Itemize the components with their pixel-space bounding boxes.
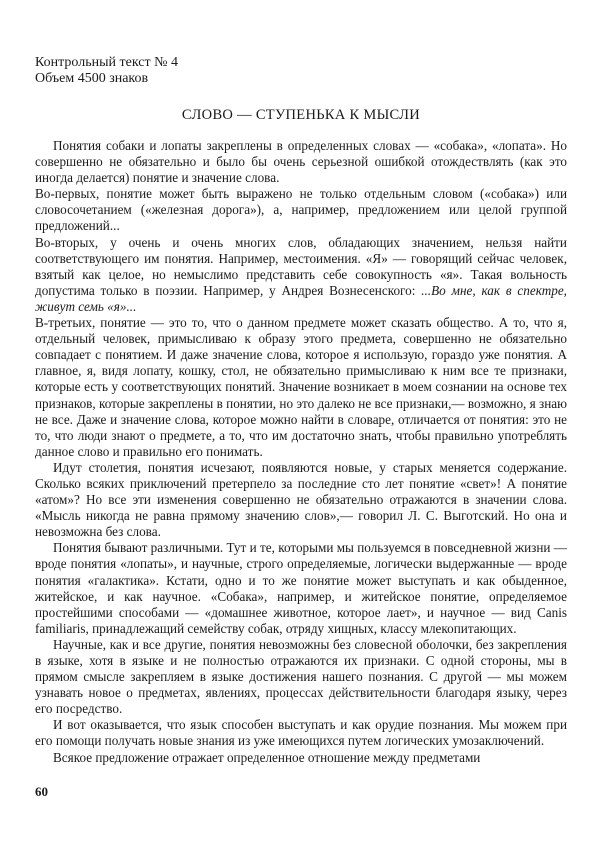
header-block xyxy=(35,55,567,87)
paragraph: Идут столетия, понятия исчезают, появляются новые, у старых меняется содержание. Сколько всяких приключений претерпело за последние сто лет понятие «свет»! А понятие «атом»? Но все эти изменения совершенно не обязательно отражаются в значении слова. «Мысль никогда не равна прямому значению слов»,— говорил Л. С. Выготский. Но она и невозможна без слова. xyxy=(35,459,567,540)
page-number: 60 xyxy=(35,784,48,799)
text-volume: Объем 4500 знаков xyxy=(35,71,149,86)
paragraph: В-третьих, понятие — это то, что о данном предмете может сказать общество. А то, что я, отдельный человек, примысливаю к образу этого предмета, совершенно не обязательно совпадает с понятием. И даже значение слова, которое я использую, гораздо уже понятия. А главное, я, видя лопату, кошку, стол, не обязательно примысливаю к ним все те признаки, которые есть у соответствующих понятий. Значение возникает в моем сознании на основе тех признаков, которые закреплены в понятии, но это далеко не все признаки,— возможно, я знаю не все. Даже и значение слова, которое можно найти в словаре, отличается от понятия: это не то, что люди знают о предмете, а то, что им достаточно знать, чтобы правильно употреблять данное слово и правильно его понимать. xyxy=(35,315,567,459)
paragraph: Понятия собаки и лопаты закреплены в определенных словах — «собака», «лопата». Но совершенно не обязательно и было бы очень серьезной ошибкой отождествлять (как это иногда делается) понятие и значение слова. xyxy=(35,138,567,186)
paragraph: Понятия бывают различными. Тут и те, которыми мы пользуемся в повседневной жизни — вроде понятия «лопаты», и научные, строго определяемые, логически выдержанные — вроде понятия «галактика». Кстати, одно и то же понятие может выступать и как обыденное, житейское, и как научное. «Собака», например, и житейское понятие, определяемое простейшими способами — «домашнее животное, которое лает», и научное — вид Canis familiaris, принадлежащий семейству собак, отряду хищных, классу млекопитающих. xyxy=(35,540,567,636)
paragraph: И вот оказывается, что язык способен выступать и как орудие познания. Мы можем при его помощи получать новые знания из уже имеющихся путем логических умозаключений. xyxy=(35,717,567,749)
paragraph: Научные, как и все другие, понятия невозможны без словесной оболочки, без закрепления в языке, хотя в языке и не полностью отражаются их признаки. С одной стороны, мы в прямом смысле закрепляем в языке достижения нашего познания. С другой — мы можем узнавать новое о предметах, явлениях, процессах действительности благодаря языку, через его посредство. xyxy=(35,636,567,717)
text-number: Контрольный текст № 4 xyxy=(35,55,178,70)
paragraph xyxy=(35,235,567,315)
paragraph: Во-первых, понятие может быть выражено не только отдельным словом («собака») или словосочетанием («железная дорога»), а, например, предложением или целой группой предложений... xyxy=(35,186,567,234)
paragraph-text: Во-вторых, у очень и очень многих слов, обладающих значением, нельзя найти соответствующего им понятия. Например, местоимения. «Я» — говорящий сейчас человек, взятый как целое, но немыслимо представить себе совокупность «я». Такая вольность допустима только в поэзии. Например, у Андрея Вознесенского: xyxy=(35,234,567,298)
page-title: СЛОВО — СТУПЕНЬКА К МЫСЛИ xyxy=(181,107,421,123)
paragraph: Всякое предложение отражает определенное отношение между предметами xyxy=(53,749,481,765)
poetry-quote: ...Во мне, как в спектре, живут семь «я»... xyxy=(35,282,567,314)
